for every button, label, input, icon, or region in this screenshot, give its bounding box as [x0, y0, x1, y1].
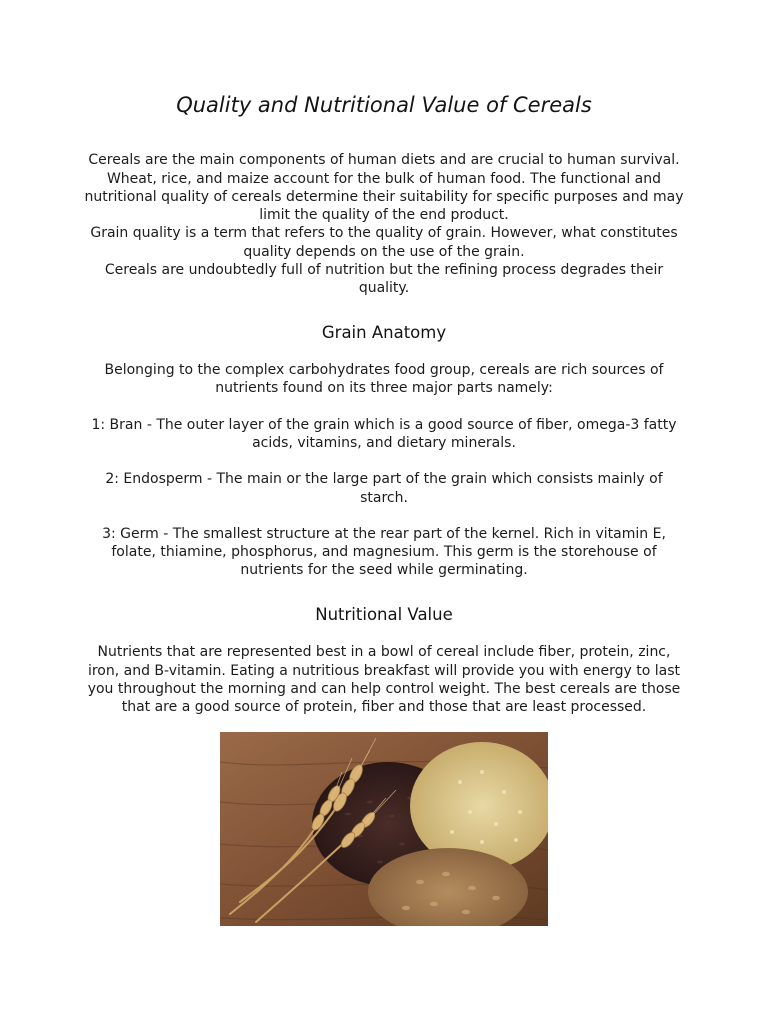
spacer — [82, 398, 686, 416]
anatomy-item-germ: 3: Germ - The smallest structure at the rear part of the kernel. Rich in vitamin E, folate, thiamine, phosphorus, and magnesium. This germ is the storehouse of nutrients for the seed while germinating. — [102, 525, 666, 579]
intro-paragraph-1: Cereals are the main components of human diets and are crucial to human survival. Wheat, rice, and maize account for the bulk of human food. The functional and nutritional quality of cereals determine their suitability for specific purposes and may limit the quality of the end product. — [84, 152, 684, 224]
anatomy-item-bran: 1: Bran - The outer layer of the grain which is a good source of fiber, omega-3 fatty acids, vitamins, and dietary minerals. — [91, 416, 677, 451]
intro-paragraph-3: Cereals are undoubtedly full of nutrition but the refining process degrades their quality. — [104, 262, 664, 297]
section-heading-grain-anatomy: Grain Anatomy — [321, 322, 447, 342]
anatomy-item-endosperm: 2: Endosperm - The main or the large part of the grain which consists mainly of starch. — [105, 471, 663, 506]
section-heading-nutritional-value: Nutritional Value — [315, 604, 453, 624]
document-title: Quality and Nutritional Value of Cereals — [176, 93, 592, 117]
anatomy-lead-paragraph: Belonging to the complex carbohydrates food group, cereals are rich sources of nutrients found on its three major parts namely: — [104, 362, 664, 397]
nutrition-paragraph: Nutrients that are represented best in a bowl of cereal include fiber, protein, zinc, iron, and B-vitamin. Eating a nutritious breakfast will provide you with energy to last you throughout the morning and can help control weight. The best cereals are those that are a good source of protein, fiber and those that are least processed. — [87, 644, 681, 716]
intro-section — [82, 151, 686, 297]
intro-paragraph-2: Grain quality is a term that refers to the quality of grain. However, what constitutes quality depends on the use of the grain. — [90, 225, 678, 260]
spacer — [82, 452, 686, 470]
cereal-grains-illustration — [220, 732, 548, 926]
nutritional-value-section — [82, 643, 686, 716]
grain-anatomy-section — [82, 361, 686, 580]
spacer — [82, 507, 686, 525]
cereal-grains-photo — [220, 732, 548, 926]
